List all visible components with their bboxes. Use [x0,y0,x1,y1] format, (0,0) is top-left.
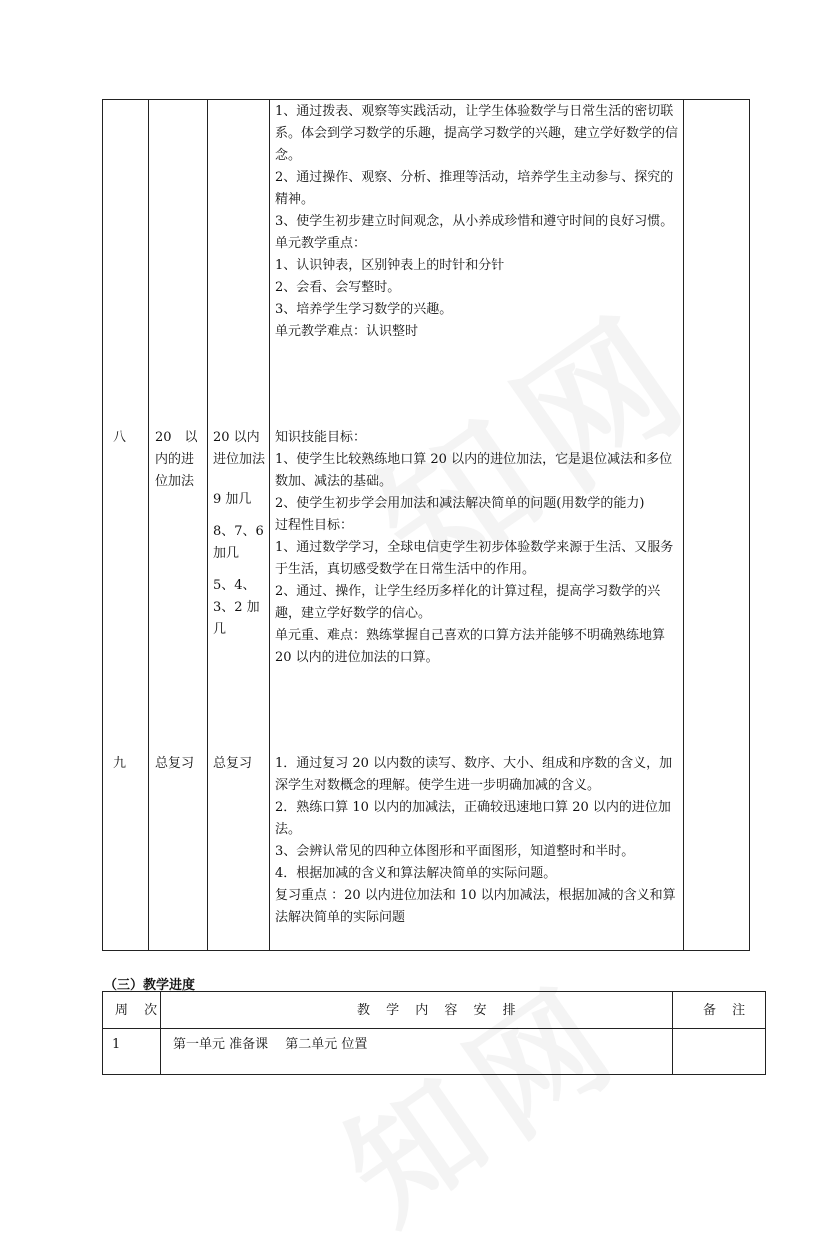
goal-text: 1．通过复习 20 以内数的读写、数序、大小、组成和序数的含义，加深学生对数概念的理解。使学生进一步明确加减的含义。 [275,756,673,793]
column-divider [207,100,208,950]
goal-heading: 单元教学难点：认识整时 [275,324,419,339]
unit-number: 八 [113,430,127,445]
watermark [303,931,656,1256]
header-note: 备 注 [703,1003,752,1018]
goal-text: 单元重、难点：熟练掌握自己喜欢的口算方法并能够不明确熟练地算 20 以内的进位加法的口算。 [275,628,666,665]
goal-text: 3、培养学生学习数学的兴趣。 [275,302,453,317]
goal-text: 1、使学生比较熟练地口算 20 以内的进位加法，它是退位减法和多位数加、减法的基础。 [275,452,673,489]
schedule-table [102,991,766,1075]
goal-text: 2、通过操作、观察、分析、推理等活动，培养学生主动参与、探究的精神。 [275,170,674,207]
column-divider [683,100,684,950]
goal-text: 复习重点 ：20 以内进位加法和 10 以内加减法，根据加减的含义和算法解决简单的实际问题 [275,888,676,925]
goal-text: 2、会看、会写整时。 [275,280,401,295]
goal-text: 2．熟练口算 10 以内的加减法，正确较迅速地口算 20 以内的进位加法。 [275,800,671,837]
goal-text: 3、使学生初步建立时间观念，从小养成珍惜和遵守时间的良好习惯。 [275,214,674,229]
unit-plan-table [102,99,750,951]
goal-heading: 单元教学重点： [275,236,367,251]
prev-unit-goals [275,101,681,343]
row-divider [103,1028,765,1029]
header-content: 教 学 内 容 安 排 [357,1003,522,1018]
section-item: 20 以内进位加法 [213,430,266,467]
row-week: 1 [112,1037,121,1052]
unit-number: 九 [113,756,127,771]
goal-text: 1、通过拨表、观察等实践活动，让学生体验数学与日常生活的密切联系。体会到学习数学的乐趣，提高学习数学的兴趣，建立学好数学的信念。 [275,104,679,163]
unit-goals [275,753,681,929]
goal-heading: 过程性目标： [275,518,354,533]
section-item: 8、7、6 加几 [213,524,264,561]
section-item: 9 加几 [213,492,252,507]
column-divider [672,992,673,1074]
unit-sections [213,427,268,641]
goal-text: 1、通过数学学习，全球电信吏学生初步体验数学来源于生活、又服务于生活，真切感受数学在日常生活中的作用。 [275,540,674,577]
goal-text: 2、使学生初步学会用加法和减法解决简单的问题(用数学的能力) [275,496,645,511]
goal-text: 3、会辨认常见的四种立体图形和平面图形，知道整时和半时。 [275,844,635,859]
row-content: 第一单元 准备课 第二单元 位置 [173,1037,368,1052]
section-item: 5、4、3、2 加几 [213,578,260,637]
goal-text: 4．根据加减的含义和算法解决简单的实际问题。 [275,866,557,881]
section-title: （三）教学进度 [104,978,196,993]
column-divider [148,100,149,950]
goal-text: 1、认识钟表，区别钟表上的时针和分针 [275,258,505,273]
unit-sections: 总复习 [213,756,253,771]
unit-goals [275,427,681,669]
unit-name: 总复习 [155,756,195,771]
header-week: 周 次 [115,1003,164,1018]
goal-text: 2、通过、操作，让学生经历多样化的计算过程，提高学习数学的兴趣，建立学好数学的信心。 [275,584,661,621]
goal-heading: 知识技能目标： [275,430,367,445]
column-divider [269,100,270,950]
unit-name: 20 以内的进位加法 [155,430,198,489]
